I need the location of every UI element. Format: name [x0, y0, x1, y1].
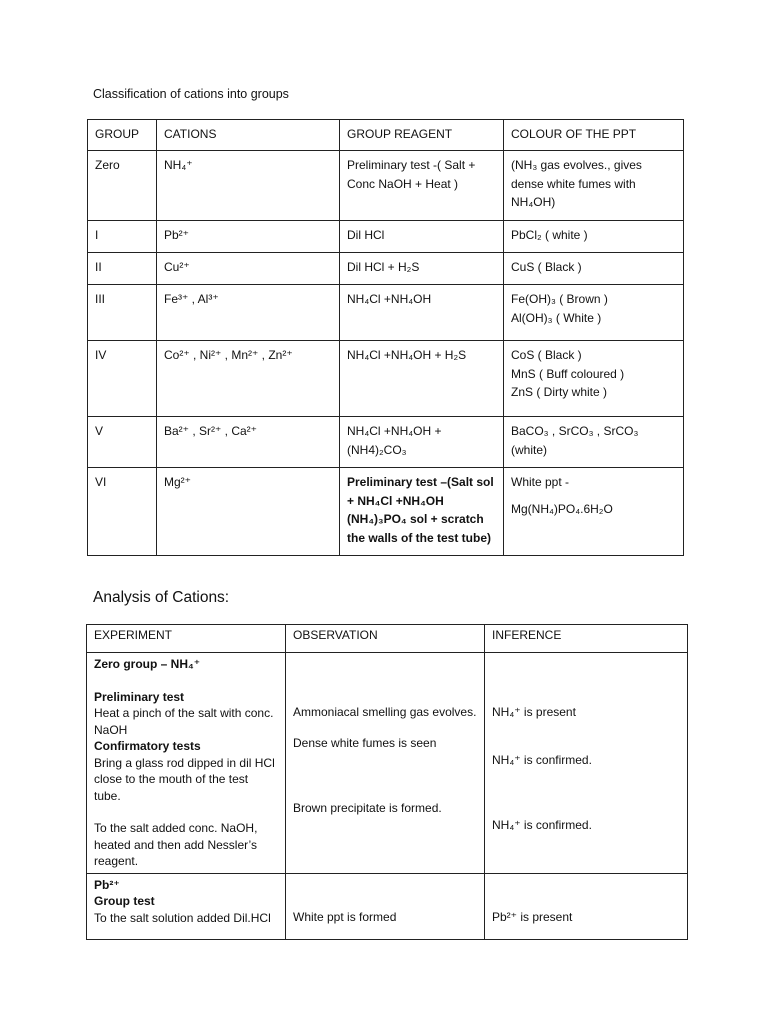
reagent-line: Preliminary test -( Salt +	[347, 158, 476, 172]
observation-cell	[286, 873, 485, 939]
section-title: Analysis of Cations:	[93, 589, 230, 606]
group-cell: II	[88, 253, 157, 285]
colour-line: Al(OH)₃ ( White )	[511, 310, 602, 325]
preliminary-inference: NH₄⁺ is present	[492, 705, 576, 719]
group-cell: IV	[88, 341, 157, 417]
colour-cell	[504, 341, 684, 417]
reagent-cell: Dil HCl + H₂S	[340, 253, 504, 285]
group-cell: Zero	[88, 151, 157, 221]
confirmatory-2-inference: NH₄⁺ is confirmed.	[492, 818, 592, 832]
confirmatory-1-inference: NH₄⁺ is confirmed.	[492, 752, 592, 767]
group-cell: V	[88, 417, 157, 468]
table-row	[88, 417, 684, 468]
reagent-cell: Dil HCl	[340, 221, 504, 253]
group-cell: III	[88, 285, 157, 341]
header-cations: CATIONS	[157, 120, 340, 151]
colour-cell	[504, 417, 684, 468]
reagent-cell	[340, 417, 504, 468]
colour-cell: CuS ( Black )	[504, 253, 684, 285]
group-test-inference: Pb²⁺ is present	[492, 909, 573, 924]
colour-line: (white)	[511, 442, 548, 457]
confirmatory-tests-label: Confirmatory tests	[94, 739, 201, 753]
header-group: GROUP	[88, 120, 157, 151]
reagent-line: Conc NaOH + Heat )	[347, 176, 459, 191]
reagent-cell: NH₄Cl +NH₄OH + H₂S	[340, 341, 504, 417]
colour-cell	[504, 468, 684, 556]
cation-cell: Pb²⁺	[157, 221, 340, 253]
table-row	[88, 468, 684, 556]
table-header-row	[88, 120, 684, 151]
colour-line: dense white fumes with	[511, 176, 636, 191]
group-cell: VI	[88, 468, 157, 556]
header-observation: OBSERVATION	[286, 625, 485, 653]
reagent-line: Preliminary test –(Salt sol	[347, 475, 494, 489]
table-row	[88, 151, 684, 221]
inference-cell	[485, 653, 688, 874]
table-row	[88, 341, 684, 417]
experiment-cell	[87, 873, 286, 939]
header-group-reagent: GROUP REAGENT	[340, 120, 504, 151]
preliminary-test-label: Preliminary test	[94, 689, 185, 704]
header-experiment: EXPERIMENT	[87, 625, 286, 653]
confirmatory-2-observation: Brown precipitate is formed.	[293, 801, 442, 815]
reagent-cell	[340, 468, 504, 556]
preliminary-observation: Ammoniacal smelling gas evolves.	[293, 705, 477, 719]
reagent-cell	[340, 151, 504, 221]
page-title: Classification of cations into groups	[93, 87, 289, 101]
observation-cell	[286, 653, 485, 874]
cation-cell: Fe³⁺ , Al³⁺	[157, 285, 340, 341]
colour-cell: PbCl₂ ( white )	[504, 221, 684, 253]
reagent-line: NH₄Cl +NH₄OH +	[347, 424, 442, 438]
cation-cell: NH₄⁺	[157, 151, 340, 221]
confirmatory-1-observation: Dense white fumes is seen	[293, 735, 437, 750]
table-row	[88, 285, 684, 341]
colour-line: CoS ( Black )	[511, 348, 582, 362]
group-cell: I	[88, 221, 157, 253]
reagent-line: (NH4)₂CO₃	[347, 442, 407, 457]
reagent-cell: NH₄Cl +NH₄OH	[340, 285, 504, 341]
preliminary-test-text: Heat a pinch of the salt with conc. NaOH	[94, 706, 274, 737]
table-header-row	[87, 625, 688, 653]
group-test-text: To the salt solution added Dil.HCl	[94, 910, 271, 925]
cation-cell: Mg²⁺	[157, 468, 340, 556]
colour-line: NH₄OH)	[511, 195, 556, 209]
group-test-label: Group test	[94, 894, 155, 908]
experiment-cell	[87, 653, 286, 874]
reagent-line: (NH₄)₃PO₄ sol + scratch	[347, 512, 484, 526]
cation-cell: Co²⁺ , Ni²⁺ , Mn²⁺ , Zn²⁺	[157, 341, 340, 417]
confirmatory-test-1-text: Bring a glass rod dipped in dil HCl close to the mouth of the test tube.	[94, 755, 275, 803]
colour-line: Fe(OH)₃ ( Brown )	[511, 292, 608, 306]
table-row	[87, 873, 688, 939]
pb-title: Pb²⁺	[94, 877, 120, 892]
colour-cell	[504, 285, 684, 341]
table-row	[88, 253, 684, 285]
group-test-observation: White ppt is formed	[293, 909, 397, 924]
cation-groups-table	[87, 119, 684, 556]
cation-cell: Cu²⁺	[157, 253, 340, 285]
cation-cell: Ba²⁺ , Sr²⁺ , Ca²⁺	[157, 417, 340, 468]
colour-line: BaCO₃ , SrCO₃ , SrCO₃	[511, 424, 639, 438]
reagent-line: + NH₄Cl +NH₄OH	[347, 493, 444, 508]
reagent-line: the walls of the test tube)	[347, 530, 492, 545]
colour-cell	[504, 151, 684, 221]
inference-cell	[485, 873, 688, 939]
colour-line: ZnS ( Dirty white )	[511, 385, 608, 399]
confirmatory-test-2-text: To the salt added conc. NaOH, heated and then add Nessler’s reagent.	[94, 821, 258, 868]
table-row	[88, 221, 684, 253]
zero-group-title: Zero group – NH₄⁺	[94, 657, 201, 671]
colour-line: (NH₃ gas evolves., gives	[511, 158, 642, 172]
colour-line: White ppt -	[511, 475, 570, 489]
table-row	[87, 653, 688, 874]
colour-line: Mg(NH₄)PO₄.6H₂O	[511, 501, 613, 516]
header-inference: INFERENCE	[485, 625, 688, 653]
header-colour: COLOUR OF THE PPT	[504, 120, 684, 151]
colour-line: MnS ( Buff coloured )	[511, 366, 625, 381]
cation-analysis-table	[86, 624, 688, 940]
